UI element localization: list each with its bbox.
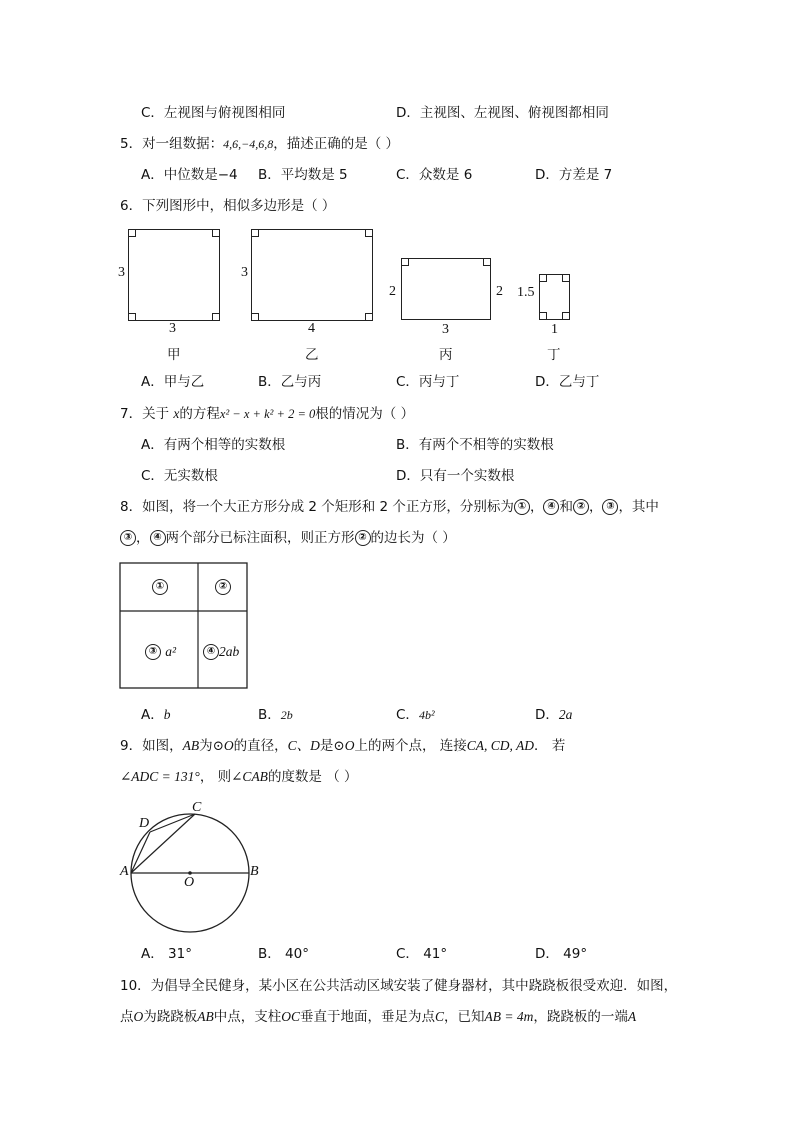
q7-suffix: 根的情况为（ ） xyxy=(315,406,415,422)
q8-option-a-value: b xyxy=(163,707,171,722)
q9-circle-o: ⊙O xyxy=(212,738,234,753)
q6-bing-bottom-label: 3 xyxy=(442,322,449,337)
q8-circled-4b: ④ xyxy=(150,530,166,546)
q9-option-d: D． 49° xyxy=(535,946,588,962)
q10-given: AB = 4m xyxy=(484,1009,534,1024)
q6-stem: 6．下列图形中，相似多边形是（ ） xyxy=(120,198,336,214)
q9-text-f: ． 若 xyxy=(534,738,566,754)
q9-circle-o-2: ⊙O xyxy=(333,738,355,753)
q5-option-a: A．中位数是−4 xyxy=(141,167,238,183)
q8-text-d: 的边长为（ ） xyxy=(370,530,456,546)
q10-stem-line2 xyxy=(120,1007,636,1027)
q9-given-angle: ∠ADC = 131° xyxy=(120,769,200,784)
q7-option-c: C．无实数根 xyxy=(141,468,218,484)
q10-text-f: ，跷跷板的一端 xyxy=(533,1009,628,1025)
q6-bing-right-label: 2 xyxy=(496,284,503,299)
q6-rect-bing xyxy=(401,258,491,320)
q9-option-b: B． 40° xyxy=(258,946,309,962)
q9-text-e: 上的两个点， 连接 xyxy=(354,738,467,754)
q8-option-a: A．b xyxy=(141,707,171,723)
q8-circled-2: ② xyxy=(573,499,589,515)
q6-rect-ding xyxy=(539,274,570,320)
q7-option-b: B．有两个不相等的实数根 xyxy=(396,437,554,453)
q7-var: x xyxy=(173,406,180,421)
q6-option-a: A．甲与乙 xyxy=(141,374,205,390)
q9-asked-angle: ∠CAB xyxy=(231,769,268,784)
q10-text-d: 垂直于地面，垂足为点 xyxy=(300,1009,436,1025)
q8-text-c: 两个部分已标注面积，则正方形 xyxy=(165,530,355,546)
q5-suffix: ，描述正确的是（ ） xyxy=(273,136,399,152)
q8-option-d-value: 2a xyxy=(558,707,573,722)
q6-ding-bottom-label: 1 xyxy=(551,322,558,337)
q6-yi-side-label: 3 xyxy=(241,265,248,280)
q10-c: C xyxy=(435,1009,445,1024)
q5-stem xyxy=(120,134,399,154)
q7-equation: x² − x + k² + 2 = 0 xyxy=(219,407,316,421)
q9-text-h: 的度数是 （ ） xyxy=(267,769,358,785)
q8-fig-region-4 xyxy=(203,644,239,660)
q9-cd: C、D xyxy=(287,738,320,753)
q5-option-b: B．平均数是 5 xyxy=(258,167,348,183)
q6-yi-name: 乙 xyxy=(305,347,319,363)
q8-circled-3: ③ xyxy=(602,499,618,515)
q8-area3: a² xyxy=(165,644,177,659)
q8-option-b-value: 2b xyxy=(280,708,293,722)
q9-stem-line2 xyxy=(120,767,358,787)
q7-option-d: D．只有一个实数根 xyxy=(396,468,515,484)
q6-square-jia xyxy=(128,229,220,321)
q9-label-a: A xyxy=(120,864,129,879)
q9-segments: CA, CD, AD xyxy=(466,738,535,753)
q8-circled-4: ④ xyxy=(543,499,559,515)
q6-ding-side-label: 1.5 xyxy=(517,285,535,300)
q8-option-b: B．2b xyxy=(258,707,293,723)
q10-a: A xyxy=(627,1009,637,1024)
q8-circled-1: ① xyxy=(514,499,530,515)
q8-sep2: ， xyxy=(588,499,603,515)
q6-yi-bottom-label: 4 xyxy=(308,321,315,336)
q9-ab: AB xyxy=(182,738,200,753)
q10-text-a: 点 xyxy=(120,1009,134,1025)
q8-stem-line2 xyxy=(120,528,456,548)
q8-fig-region-3 xyxy=(145,644,176,660)
q8-text-a: 8．如图，将一个大正方形分成 2 个矩形和 2 个正方形，分别标为 xyxy=(120,499,514,515)
q6-ding-name: 丁 xyxy=(547,347,561,363)
q9-text-a: 9．如图， xyxy=(120,738,183,754)
q10-text-c: 中点，支柱 xyxy=(213,1009,282,1025)
q5-data: 4,6,−4,6,8 xyxy=(223,137,274,151)
q9-option-c: C． 41° xyxy=(396,946,448,962)
q6-jia-name: 甲 xyxy=(167,347,181,363)
q9-text-d: 是 xyxy=(319,738,334,754)
q8-stem-line1 xyxy=(120,497,659,517)
q9-option-a: A． 31° xyxy=(141,946,192,962)
q5-prefix: 5．对一组数据： xyxy=(120,136,224,152)
q9-stem-line1 xyxy=(120,736,565,756)
q9-text-b: 为 xyxy=(199,738,213,754)
q7-stem xyxy=(120,404,414,424)
q8-fig-region-2: ② xyxy=(215,579,231,595)
q8-sep1: ， xyxy=(529,499,544,515)
q5-option-d: D．方差是 7 xyxy=(535,167,613,183)
q10-ab: AB xyxy=(197,1009,214,1024)
q8-text-b: ，其中 xyxy=(618,499,659,515)
q6-option-c: C．丙与丁 xyxy=(396,374,460,390)
q7-option-a: A．有两个相等的实数根 xyxy=(141,437,286,453)
q8-fig-circled-3: ③ xyxy=(145,644,161,660)
q8-circled-3b: ③ xyxy=(120,530,136,546)
q6-bing-left-label: 2 xyxy=(389,284,396,299)
q10-oc: OC xyxy=(281,1009,301,1024)
q8-comma2: ， xyxy=(136,530,150,546)
q8-option-c-value: 4b² xyxy=(418,708,435,722)
q4-option-c: C．左视图与俯视图相同 xyxy=(141,105,286,121)
q4-option-d: D．主视图、左视图、俯视图都相同 xyxy=(396,105,609,121)
q10-o: O xyxy=(133,1009,144,1024)
q8-fig-region-1: ① xyxy=(152,579,168,595)
q9-label-d: D xyxy=(139,816,150,831)
q9-text-c: 的直径， xyxy=(233,738,288,754)
q9-text-g: ， 则 xyxy=(199,769,232,785)
q9-label-o: O xyxy=(184,875,195,890)
q6-bing-name: 丙 xyxy=(439,347,453,363)
q8-and: 和 xyxy=(559,499,573,515)
q5-option-c: C．众数是 6 xyxy=(396,167,473,183)
q6-jia-side-label: 3 xyxy=(118,265,125,280)
q9-label-b: B xyxy=(250,864,259,879)
q10-text-e: ，已知 xyxy=(444,1009,485,1025)
q6-option-d: D．乙与丁 xyxy=(535,374,600,390)
q8-fig-circled-4: ④ xyxy=(203,644,219,660)
q8-option-d: D．2a xyxy=(535,707,573,723)
q9-label-c: C xyxy=(192,800,202,815)
q9-chord-ad xyxy=(131,832,150,873)
q6-jia-bottom-label: 3 xyxy=(169,321,176,336)
q7-prefix: 7．关于 xyxy=(120,406,170,422)
q7-mid: 的方程 xyxy=(179,406,220,422)
q8-circled-2b: ② xyxy=(355,530,371,546)
q10-stem-line1: 10．为倡导全民健身，某小区在公共活动区域安装了健身器材，其中跷跷板很受欢迎．如图， xyxy=(120,978,678,994)
q8-option-c: C．4b² xyxy=(396,707,435,723)
q6-option-b: B．乙与丙 xyxy=(258,374,322,390)
q6-rect-yi xyxy=(251,229,373,321)
q10-text-b: 为跷跷板 xyxy=(143,1009,198,1025)
q8-area4: 2ab xyxy=(219,644,240,659)
